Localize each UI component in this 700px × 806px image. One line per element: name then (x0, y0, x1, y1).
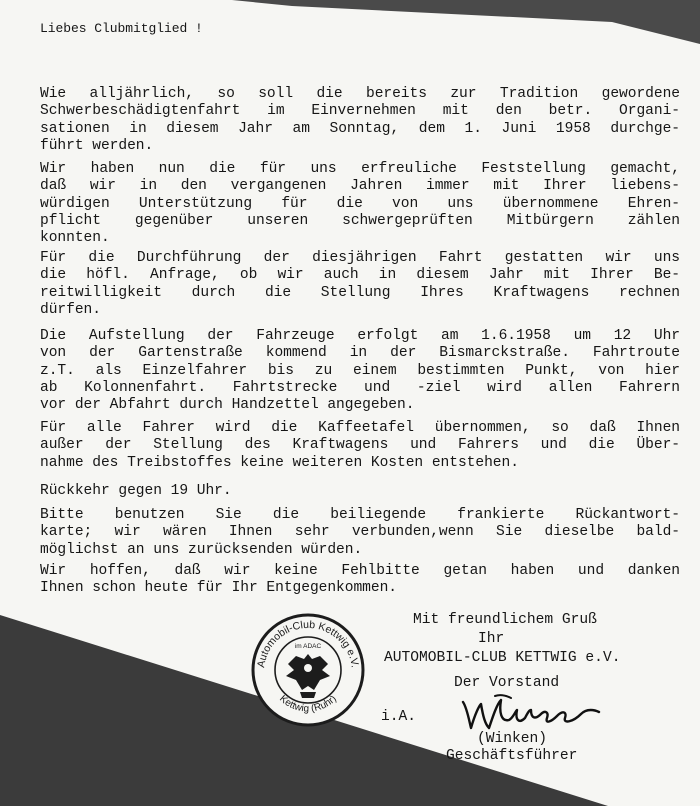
paragraph-line: Für alle Fahrer wird die Kaffeetafel übernommen, so daß Ihnen (40, 420, 680, 436)
paragraph-line: Ihnen schon heute für Ihr Entgegenkommen. (40, 580, 398, 597)
paragraph-line: Wir hoffen, daß wir keine Fehlbitte getan haben und danken (40, 563, 680, 579)
club-name: AUTOMOBIL-CLUB KETTWIG e.V. (384, 650, 621, 666)
signature-winken (455, 690, 605, 740)
paragraph-line: z.T. als Einzelfahrer bis zu einem bestimmten Punkt, von hier (40, 362, 680, 379)
board-title: Der Vorstand (454, 675, 560, 691)
paragraph-line: von der Gartenstraße kommend in der Bismarckstraße. Fahrtroute (40, 345, 680, 362)
on-behalf-abbrev: i.A. (381, 709, 417, 725)
paragraph-line: sationen in diesem Jahr am Sonntag, dem 1. Juni 1958 durchge- (40, 120, 680, 137)
paragraph-line: Rückkehr gegen 19 Uhr. (40, 483, 232, 499)
paragraph-2 (40, 161, 680, 247)
paragraph-8 (40, 563, 680, 598)
paragraph-4 (40, 328, 680, 414)
paragraph-line: dürfen. (40, 301, 101, 318)
paragraph-line: die höfl. Anfrage, ob wir auch in diesem Jahr mit Ihrer Be- (40, 267, 680, 284)
paragraph-3 (40, 250, 680, 319)
paragraph-7 (40, 507, 680, 559)
paragraph-line: vor der Abfahrt durch Handzettel angegeben. (40, 397, 415, 414)
paragraph-line: daß wir in den vergangenen Jahren immer mit Ihrer liebens- (40, 178, 680, 195)
club-stamp (250, 612, 366, 728)
paragraph-line: reitwilligkeit durch die Stellung Ihres Kraftwagens rechnen (40, 284, 680, 301)
stamp-inner-text: im ADAC (294, 643, 322, 650)
paragraph-line: konnten. (40, 230, 110, 247)
signer-name: (Winken) (477, 731, 548, 747)
paragraph-line: Die Aufstellung der Fahrzeuge erfolgt am 1.6.1958 um 12 Uhr (40, 328, 680, 344)
paragraph-line: Für die Durchführung der diesjährigen Fahrt gestatten wir uns (40, 250, 680, 266)
closing-greeting: Mit freundlichem Gruß (413, 612, 597, 628)
paragraph-line: Bitte benutzen Sie die beiliegende frankierte Rückantwort- (40, 507, 680, 523)
paragraph-line: würdigen Unterstützung für die von uns übernommene Ehren- (40, 195, 680, 212)
paragraph-5 (40, 420, 680, 472)
salutation: Liebes Clubmitglied ! (40, 21, 203, 36)
paragraph-line: karte; wir wären Ihnen sehr verbunden,wenn Sie dieselbe bald- (40, 524, 680, 541)
paragraph-line: pflicht gegenüber unseren schwergeprüften Mitbürgern zählen (40, 212, 680, 229)
stamp-bottom-text: Kettwig (Ruhr) (277, 693, 339, 715)
paragraph-line: Wir haben nun die für uns erfreuliche Feststellung gemacht, (40, 161, 680, 177)
paragraph-line: möglichst an uns zurücksenden würden. (40, 541, 363, 558)
paragraph-line: führt werden. (40, 137, 154, 154)
paragraph-6 (40, 483, 680, 500)
paragraph-line: nahme des Treibstoffes keine weiteren Kosten entstehen. (40, 454, 519, 471)
signer-title: Geschäftsführer (446, 748, 578, 764)
paragraph-line: Schwerbeschädigtenfahrt im Einvernehmen mit den betr. Organi- (40, 103, 680, 120)
paragraph-line: ab Kolonnenfahrt. Fahrtstrecke und -ziel wird allen Fahrern (40, 379, 680, 396)
stamp-top-text: Automobil-Club Kettwig e.V. (255, 618, 361, 669)
paragraph-line: außer der Stellung des Kraftwagens und Fahrers und die Über- (40, 437, 680, 454)
paragraph-line: Wie alljährlich, so soll die bereits zur Tradition gewordene (40, 86, 680, 102)
closing-yours: Ihr (478, 631, 505, 647)
paragraph-1 (40, 86, 680, 155)
